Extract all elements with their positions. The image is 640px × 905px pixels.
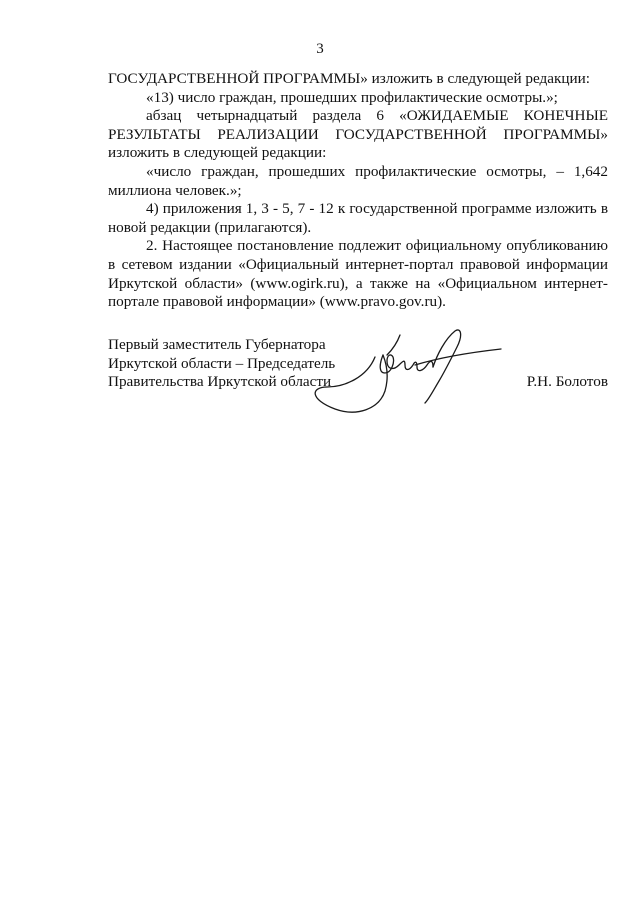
- document-body: [108, 70, 608, 312]
- paragraph-3: абзац четырнадцатый раздела 6 «ОЖИДАЕМЫЕ КОНЕЧНЫЕ РЕЗУЛЬТАТЫ РЕАЛИЗАЦИИ ГОСУДАРСТВЕННОЙ ПРОГРАММЫ» изложить в следующей редакции:: [108, 107, 608, 162]
- paragraph-1: ГОСУДАРСТВЕННОЙ ПРОГРАММЫ» изложить в следующей редакции:: [108, 70, 590, 87]
- signer-name: Р.Н. Болотов: [526, 373, 608, 391]
- page-number: 3: [316, 41, 324, 57]
- paragraph-2: «13) число граждан, прошедших профилактические осмотры.»;: [146, 88, 558, 106]
- paragraph-6: 2. Настоящее постановление подлежит официальному опубликованию в сетевом издании «Официальный интернет-портал правовой информации Иркутской области» (www.ogirk.ru), а также на «Официальном интернет-портале правовой информации» (www.pravo.gov.ru).: [108, 237, 608, 311]
- paragraph-5: 4) приложения 1, 3 - 5, 7 - 12 к государственной программе изложить в новой редакции (прилагаются).: [108, 200, 608, 236]
- signer-title-line-2: Иркутской области – Председатель: [108, 354, 336, 372]
- handwritten-signature: [305, 325, 505, 425]
- paragraph-4: «число граждан, прошедших профилактические осмотры, – 1,642 миллиона человек.»;: [108, 162, 608, 199]
- signer-title-line-3: Правительства Иркутской области: [108, 373, 332, 391]
- signer-title-line-1: Первый заместитель Губернатора: [108, 336, 326, 353]
